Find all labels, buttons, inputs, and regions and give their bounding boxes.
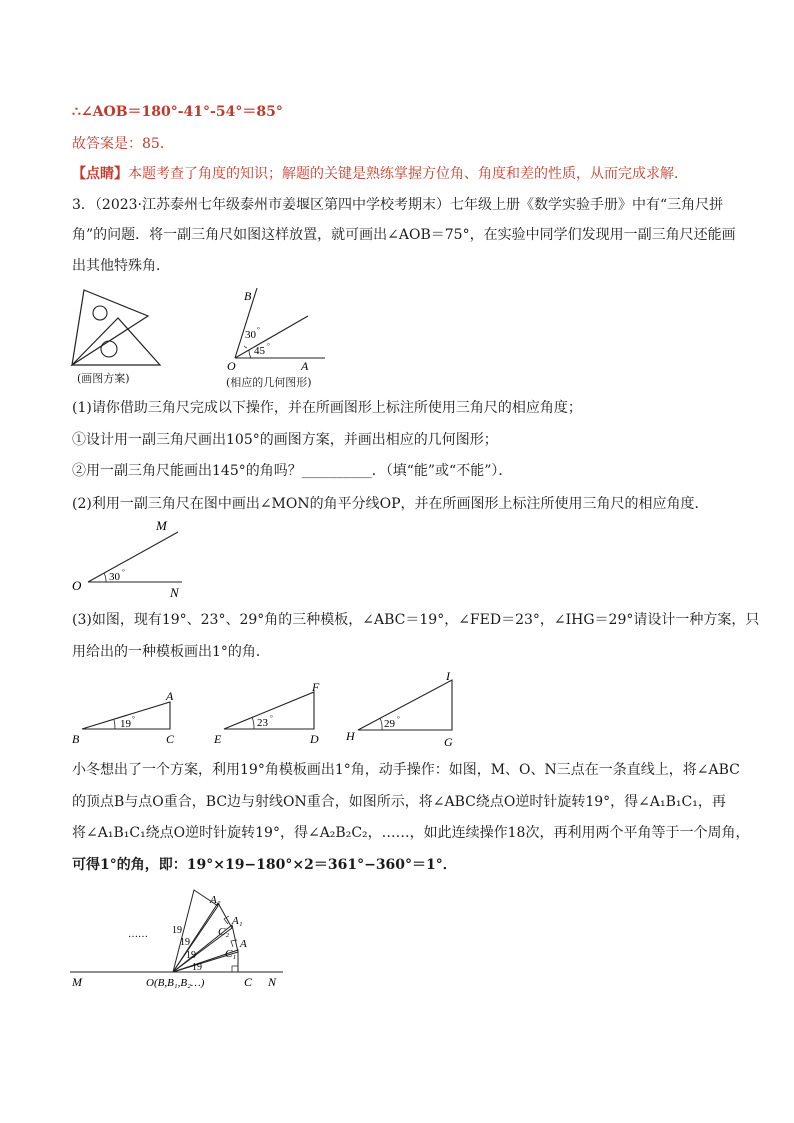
label-c: C: [166, 732, 175, 746]
label-a2: A₂: [210, 894, 221, 906]
template-19-figure: [70, 686, 190, 748]
label-d: D: [310, 732, 319, 746]
problem3-line2: 角”的问题．将一副三角尺如图这样放置，就可画出∠AOB＝75°，在实验中同学们发现用一副三角尺还能画: [72, 227, 736, 243]
comment-line: [72, 164, 732, 184]
label-a: A: [301, 359, 309, 373]
caption-geometry: (相应的几何图形): [226, 376, 312, 389]
svg-text:°: °: [257, 326, 260, 334]
label-c: C: [244, 975, 253, 989]
rotation-fan-svg: [68, 885, 288, 1000]
template-23-figure: [212, 680, 337, 748]
answer-line: 故答案是：85．: [72, 136, 174, 152]
problem3-line1: 3．（2023·江苏泰州七年级泰州市姜堰区第四中学校考期末）七年级上册《数学实验手册》中有“三角尺拼: [72, 197, 724, 213]
template-19-svg: [70, 686, 190, 748]
comment-tag: 【点睛】: [72, 166, 128, 182]
label-n: N: [268, 975, 277, 989]
label-f: F: [312, 680, 320, 694]
mon-angle-svg: [70, 518, 200, 598]
angle-label-23: 23: [257, 717, 268, 729]
svg-text:°: °: [270, 714, 273, 722]
geometry-figure-aob: [225, 288, 335, 373]
template-23-svg: [212, 680, 337, 748]
label-m: M: [156, 518, 167, 533]
angle-label-30: 30: [109, 571, 120, 583]
angle-label-45: 45: [254, 345, 265, 357]
question2: (2)利用一副三角尺在图中画出∠MON的角平分线OP，并在所画图形上标注所使用三角尺的相应角度．: [72, 496, 709, 512]
template-29-figure: [344, 670, 474, 750]
question1-part2: ②用一副三角尺能画出145°的角吗？__________．（填“能”或“不能”）．: [72, 463, 513, 479]
angle-label-19: 19: [120, 718, 131, 730]
angle-label-19: 19: [186, 950, 196, 961]
label-m: M: [72, 975, 82, 989]
question1-part1: ①设计用一副三角尺画出105°的画图方案，并画出相应的几何图形；: [72, 432, 498, 448]
ruler-scheme-figure: [68, 288, 168, 368]
label-i: I: [446, 669, 450, 683]
angle-aob-calculation: ∴∠AOB＝180°-41°-54°＝85°: [72, 104, 283, 120]
solution-line4: 可得1°的角，即：19°×19−180°×2＝361°−360°＝1°．: [72, 857, 457, 873]
label-o: O(B,B₁,B₂…): [146, 977, 205, 989]
label-n: N: [170, 585, 179, 600]
angle-label-19: 19: [192, 962, 202, 973]
ruler-hole: [93, 306, 107, 320]
label-a1: A₁: [232, 915, 243, 927]
label-a: A: [240, 938, 247, 950]
solution-line3: 将∠A₁B₁C₁绕点O逆时针旋转19°，得∠A₂B₂C₂，……，如此连续操作18次，再利用两个平角等于一个周角，: [72, 825, 750, 841]
solution-line2: 的顶点B与点O重合，BC边与射线ON重合，如图所示，将∠ABC绕点O逆时针旋转19°，得∠A₁B₁C₁，再: [72, 794, 726, 810]
solution-line1: 小冬想出了一个方案，利用19°角模板画出1°角，动手操作：如图，M、O、N三点在一条直线上，将∠ABC: [72, 762, 740, 778]
label-o: O: [72, 578, 82, 593]
label-o: O: [227, 359, 236, 373]
problem3-line3: 出其他特殊角．: [72, 258, 170, 274]
fan-dots: ……: [128, 929, 148, 940]
question3-line1: (3)如图，现有19°、23°、29°角的三种模板，∠ABC＝19°，∠FED＝23°，∠IHG＝29°请设计一种方案，只: [72, 612, 760, 628]
ruler-hole: [101, 341, 117, 357]
label-a: A: [166, 689, 174, 703]
label-e: E: [214, 732, 222, 746]
question3-line2: 用给出的一种模板画出1°的角．: [72, 644, 270, 660]
svg-text:°: °: [122, 568, 125, 576]
angle-label-29: 29: [384, 718, 395, 730]
label-c2: C₂: [218, 926, 230, 938]
question1: (1)请你借助三角尺完成以下操作，并在所画图形上标注所使用三角尺的相应角度；: [72, 400, 582, 416]
label-b: B: [244, 289, 252, 303]
template-29-svg: [344, 670, 474, 750]
svg-text:°: °: [132, 715, 135, 723]
ruler-scheme-svg: [68, 288, 168, 368]
svg-text:°: °: [397, 715, 400, 723]
angle-label-19: 19: [172, 925, 182, 936]
angle-label-19: 19: [180, 937, 190, 948]
angle-label-30: 30: [245, 329, 256, 341]
triangle-ruler-45: [72, 318, 160, 365]
label-c1: C₁: [225, 948, 237, 960]
mon-angle-figure: [70, 518, 200, 598]
rotation-fan-figure: [68, 885, 288, 1000]
comment-text: 本题考查了角度的知识；解题的关键是熟练掌握方位角、角度和差的性质，从而完成求解．: [128, 166, 688, 182]
label-h: H: [346, 729, 355, 743]
geometry-figure-svg: [225, 288, 335, 373]
caption-scheme: (画图方案): [77, 372, 130, 385]
svg-text:°: °: [267, 342, 270, 350]
label-g: G: [444, 735, 453, 749]
label-b: B: [72, 732, 80, 746]
